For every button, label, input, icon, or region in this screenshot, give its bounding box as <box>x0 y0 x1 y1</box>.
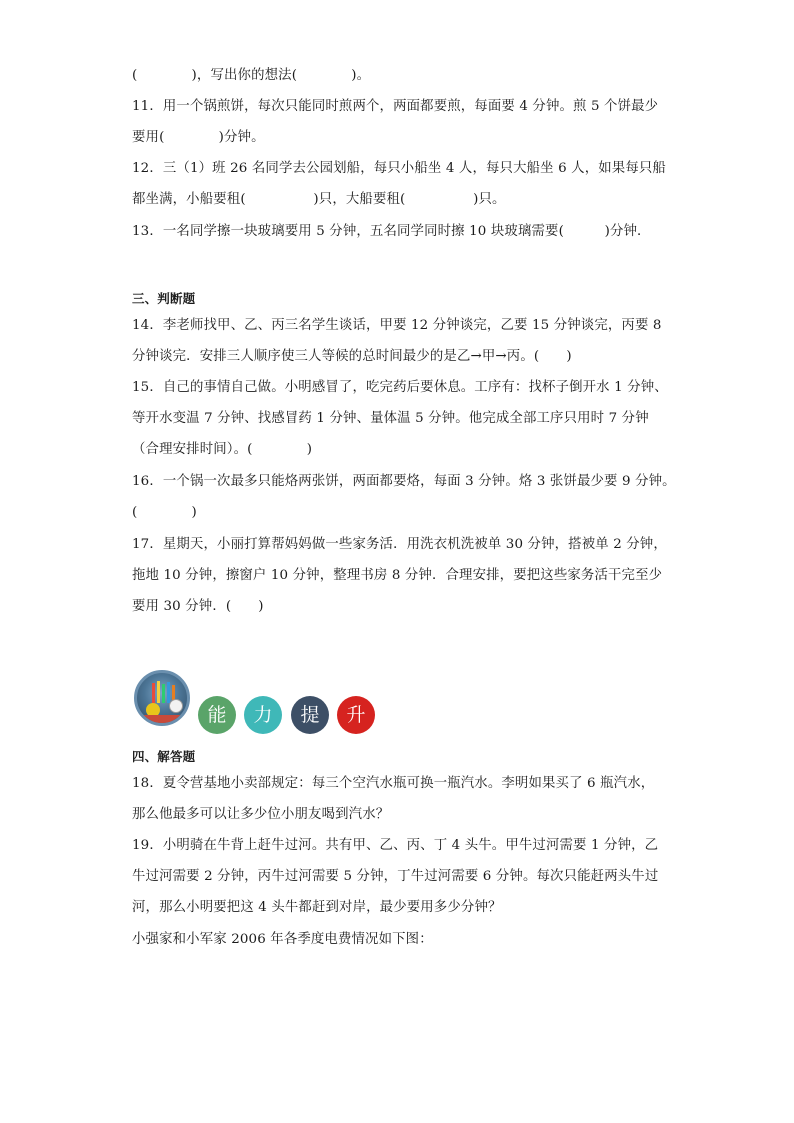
question-19-cont2: 河，那么小明要把这 4 头牛都赶到对岸，最少要用多少分钟？ <box>132 900 502 915</box>
book-icon <box>143 715 185 723</box>
question-18-cont: 那么他最多可以让多少位小朋友喝到汽水？ <box>132 807 390 822</box>
question-16: 16．一个锅一次最多只能烙两张饼，两面都要烙，每面 3 分钟。烙 3 张饼最少要 9 分钟。 <box>132 474 676 489</box>
text-line-10-cont: ( )，写出你的想法( )。 <box>132 68 371 83</box>
question-19-cont: 牛过河需要 2 分钟，丙牛过河需要 5 分钟，丁牛过河需要 6 分钟。每次只能赶两头牛过 <box>132 869 659 884</box>
stationery-photo-icon <box>134 670 190 726</box>
question-15-cont: 等开水变温 7 分钟、找感冒药 1 分钟、量体温 5 分钟。他完成全部工序只用时 7 分钟 <box>132 411 649 426</box>
question-17: 17．星期天，小丽打算帮妈妈做一些家务活．用洗衣机洗被单 30 分钟，搭被单 2 分钟， <box>132 537 667 552</box>
question-17-cont: 拖地 10 分钟，擦窗户 10 分钟，整理书房 8 分钟．合理安排，要把这些家务活干完至少 <box>132 568 663 583</box>
question-11: 11．用一个锅煎饼，每次只能同时煎两个，两面都要煎，每面要 4 分钟。煎 5 个饼最少 <box>132 99 659 114</box>
question-14: 14．李老师找甲、乙、丙三名学生谈话，甲要 12 分钟谈完，乙要 15 分钟谈完，丙要 8 <box>132 318 662 333</box>
badge-neng: 能 <box>198 696 236 734</box>
question-15-cont2: （合理安排时间）。( ) <box>132 442 313 457</box>
badge-sheng: 升 <box>337 696 375 734</box>
ability-banner <box>134 670 384 740</box>
badge-li: 力 <box>244 696 282 734</box>
question-15: 15．自己的事情自己做。小明感冒了，吃完药后要休息。工序有：找杯子倒开水 1 分钟、 <box>132 380 668 395</box>
question-14-cont: 分钟谈完．安排三人顺序使三人等候的总时间最少的是乙→甲→丙。( ) <box>132 349 572 364</box>
question-17-cont2: 要用 30 分钟．( ) <box>132 599 264 614</box>
chart-intro-text: 小强家和小军家 2006 年各季度电费情况如下图： <box>132 932 433 947</box>
section-heading-answer: 四、解答题 <box>132 749 196 764</box>
question-12-cont: 都坐满，小船要租( )只，大船要租( )只。 <box>132 192 506 207</box>
badge-ti: 提 <box>291 696 329 734</box>
question-11-cont: 要用( )分钟。 <box>132 130 265 145</box>
section-heading-judgement: 三、判断题 <box>132 291 196 306</box>
question-13: 13．一名同学擦一块玻璃要用 5 分钟，五名同学同时擦 10 块玻璃需要( )分钟． <box>132 224 651 239</box>
question-12: 12．三（1）班 26 名同学去公园划船，每只小船坐 4 人，每只大船坐 6 人，如果每只船 <box>132 161 666 176</box>
question-18: 18．夏令营基地小卖部规定：每三个空汽水瓶可换一瓶汽水。李明如果买了 6 瓶汽水， <box>132 776 655 791</box>
question-19: 19．小明骑在牛背上赶牛过河。共有甲、乙、丙、丁 4 头牛。甲牛过河需要 1 分钟，乙 <box>132 838 659 853</box>
clock-icon <box>169 699 183 713</box>
question-16-cont: ( ) <box>132 505 197 520</box>
